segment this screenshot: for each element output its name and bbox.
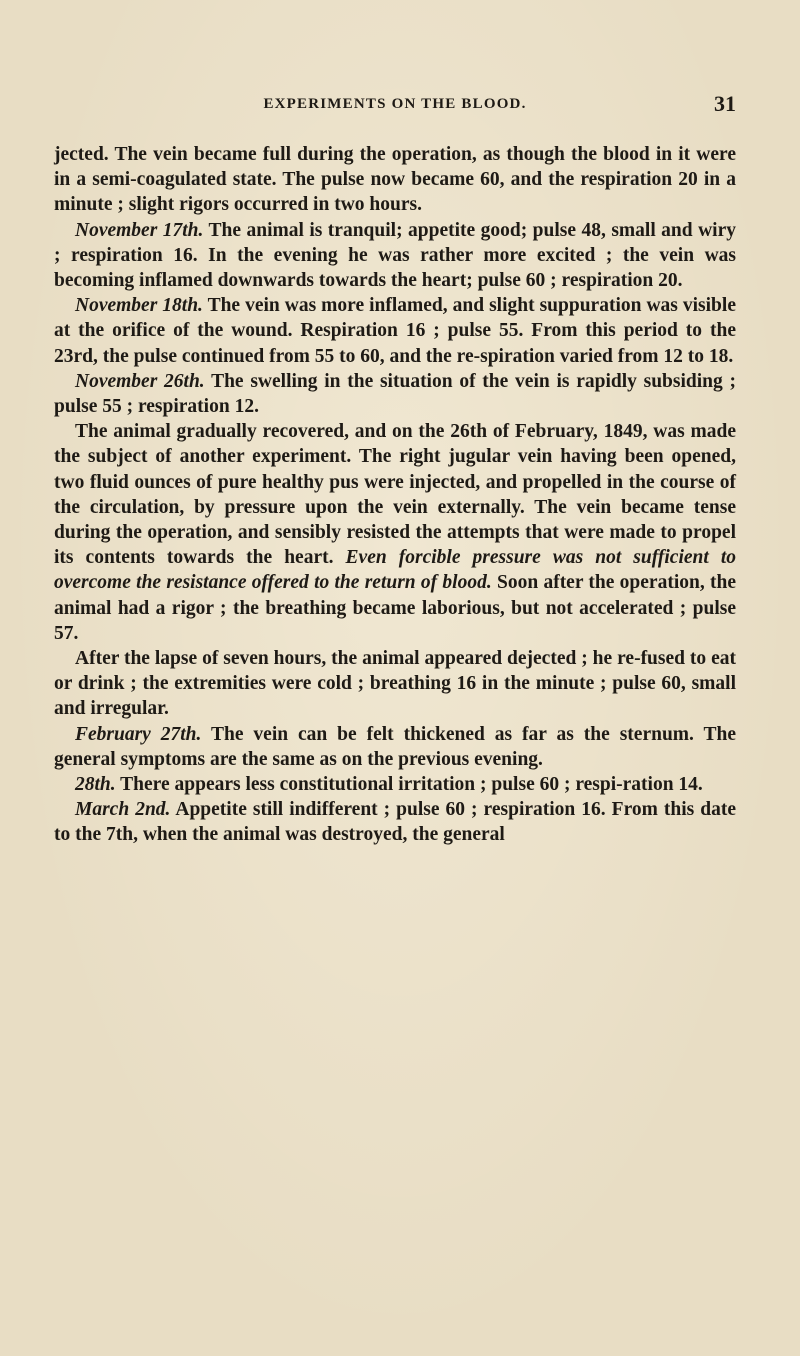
paragraph-9-text: Appetite still indifferent ; pulse 60 ; respiration 16. From this date to the 7th, when the animal was destroyed, the general (54, 799, 736, 846)
paragraph-5-text: The animal gradually recovered, and on the 26th of February, 1849, was made the subject of another experiment. The right jugular vein having been opened, two fluid ounces of pure healthy pus were injected, and propelled in the course of the circulation, by pressure upon the vein externally. The vein became tense during the operation, and sensibly resisted the attempts that were made to propel its contents towards the heart. (54, 421, 736, 569)
running-title: EXPERIMENTS ON THE BLOOD. (263, 96, 527, 112)
paragraph-7-text: The vein can be felt thickened as far as the sternum. The general symptoms are the same as on the previous evening. (54, 723, 736, 770)
paragraph-4-text: The swelling in the situation of the vein is rapidly subsiding ; pulse 55 ; respiration 12. (54, 370, 736, 418)
paragraph-1-text: jected. The vein became full during the operation, as though the blood in it were in a semi-coagulated state. The pulse now became 60, and the respiration 20 in a minute ; slight rigors occurred in two hours. (54, 144, 736, 216)
paragraph-5-tail: Soon after the operation, the animal had a rigor ; the breathing became laborious, but not accelerated ; pulse 57. (54, 572, 736, 644)
paragraph-1 (54, 142, 736, 218)
paragraph-3 (54, 293, 736, 369)
paragraph-9-date: March 2nd. (75, 799, 171, 821)
paragraph-8-date: 28th. (75, 774, 116, 796)
paragraph-6 (54, 646, 736, 722)
paragraph-2-date: November 17th. (75, 219, 204, 241)
paragraph-3-text: The vein was more inflamed, and slight suppuration was visible at the orifice of the wound. Respiration 16 ; pulse 55. From this period to the 23rd, the pulse continued from 55 to 60, and the re-spiration varied from 12 to 18. (54, 295, 736, 367)
paragraph-7 (54, 722, 736, 772)
paragraph-4-date: November 26th. (75, 370, 205, 392)
paragraph-5 (54, 419, 736, 646)
running-header (54, 89, 736, 119)
body-text (54, 142, 736, 848)
paragraph-8-text: There appears less constitutional irritation ; pulse 60 ; respi-ration 14. (115, 774, 703, 796)
paragraph-6-text: After the lapse of seven hours, the animal appeared dejected ; he re-fused to eat or drink ; the extremities were cold ; breathing 16 in the minute ; pulse 60, small and irregular. (54, 648, 736, 720)
page-number: 31 (714, 91, 736, 116)
paragraph-2 (54, 218, 736, 294)
paragraph-7-date: February 27th. (75, 723, 202, 745)
paragraph-5-emphasis: Even forcible pressure was not sufficient to overcome the resistance offered to the return of blood. (54, 547, 736, 594)
paragraph-9 (54, 797, 736, 847)
paragraph-3-date: November 18th. (75, 295, 203, 317)
paragraph-2-text: The animal is tranquil; appetite good; pulse 48, small and wiry ; respiration 16. In the evening he was rather more excited ; the vein was becoming inflamed downwards towards the heart; pulse 60 ; respiration 20. (54, 219, 736, 292)
paragraph-8 (54, 772, 736, 797)
paragraph-4 (54, 369, 736, 419)
